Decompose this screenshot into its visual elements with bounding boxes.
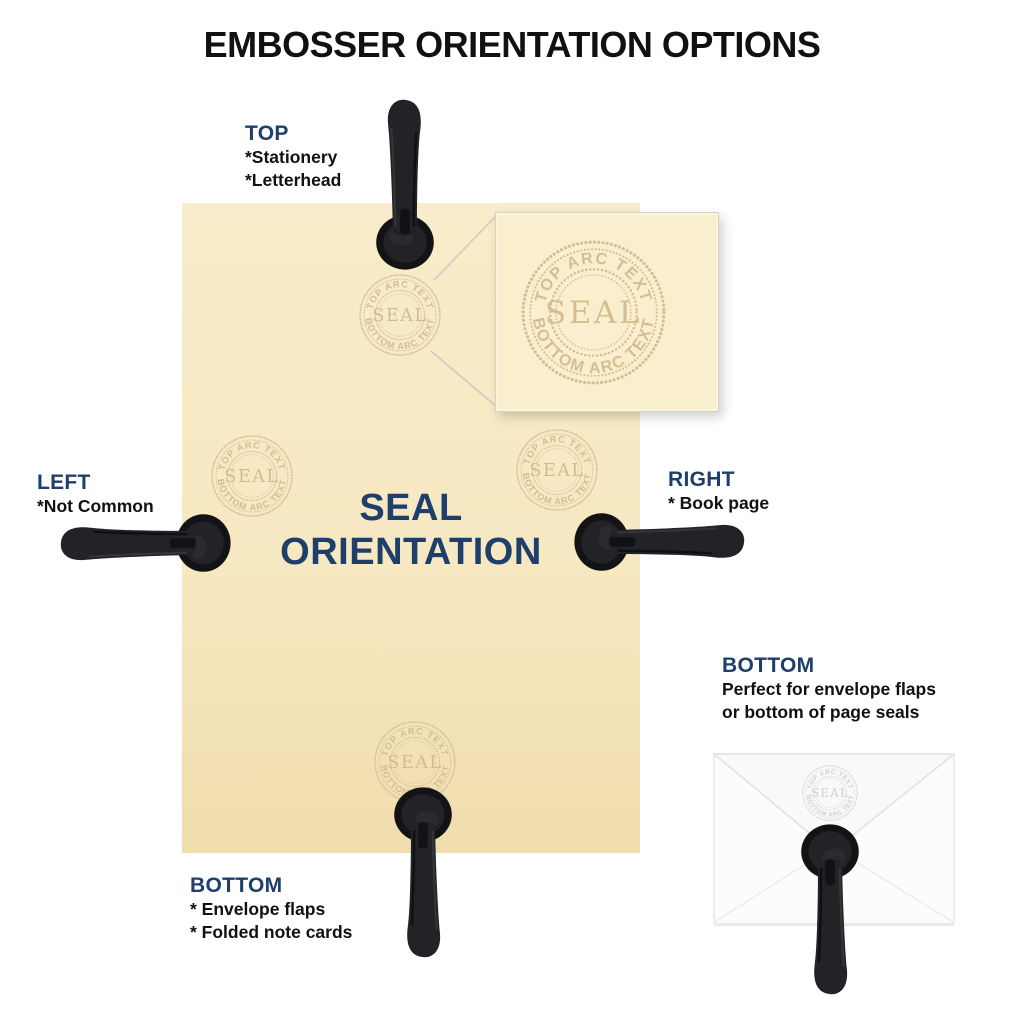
paper-caption-line1: SEAL: [359, 487, 463, 529]
page-title: EMBOSSER ORIENTATION OPTIONS: [203, 24, 821, 65]
label-bottom-right-line1: Perfect for envelope flaps: [722, 679, 936, 699]
label-left-heading: LEFT: [37, 471, 91, 494]
embosser-bottom-icon: [383, 781, 463, 965]
label-bottom-line1: * Envelope flaps: [190, 899, 326, 919]
embossed-seal-top-icon: [356, 271, 444, 359]
label-top-heading: TOP: [245, 122, 289, 145]
label-top-line2: *Letterhead: [245, 170, 342, 191]
label-bottom-right: [722, 654, 936, 724]
label-left-line1: *Not Common: [37, 496, 154, 516]
label-top: [245, 122, 341, 192]
embossed-seal-magnified-icon: [516, 235, 671, 390]
label-bottom: [190, 874, 352, 944]
label-bottom-right-line2: or bottom of page seals: [722, 702, 920, 723]
label-bottom-line2: * Folded note cards: [190, 922, 353, 943]
label-right-heading: RIGHT: [668, 468, 735, 491]
paper-caption-line2: ORIENTATION: [280, 530, 542, 573]
label-right-line1: * Book page: [668, 493, 770, 513]
label-bottom-heading: BOTTOM: [190, 874, 283, 897]
embosser-top-icon: [365, 92, 445, 276]
label-left: [37, 471, 154, 518]
label-bottom-right-heading: BOTTOM: [722, 654, 815, 677]
label-right: [668, 468, 769, 515]
embosser-envelope-icon: [790, 818, 870, 1002]
label-top-line1: *Stationery: [245, 147, 338, 167]
embossed-seal-envelope-icon: [800, 763, 860, 823]
